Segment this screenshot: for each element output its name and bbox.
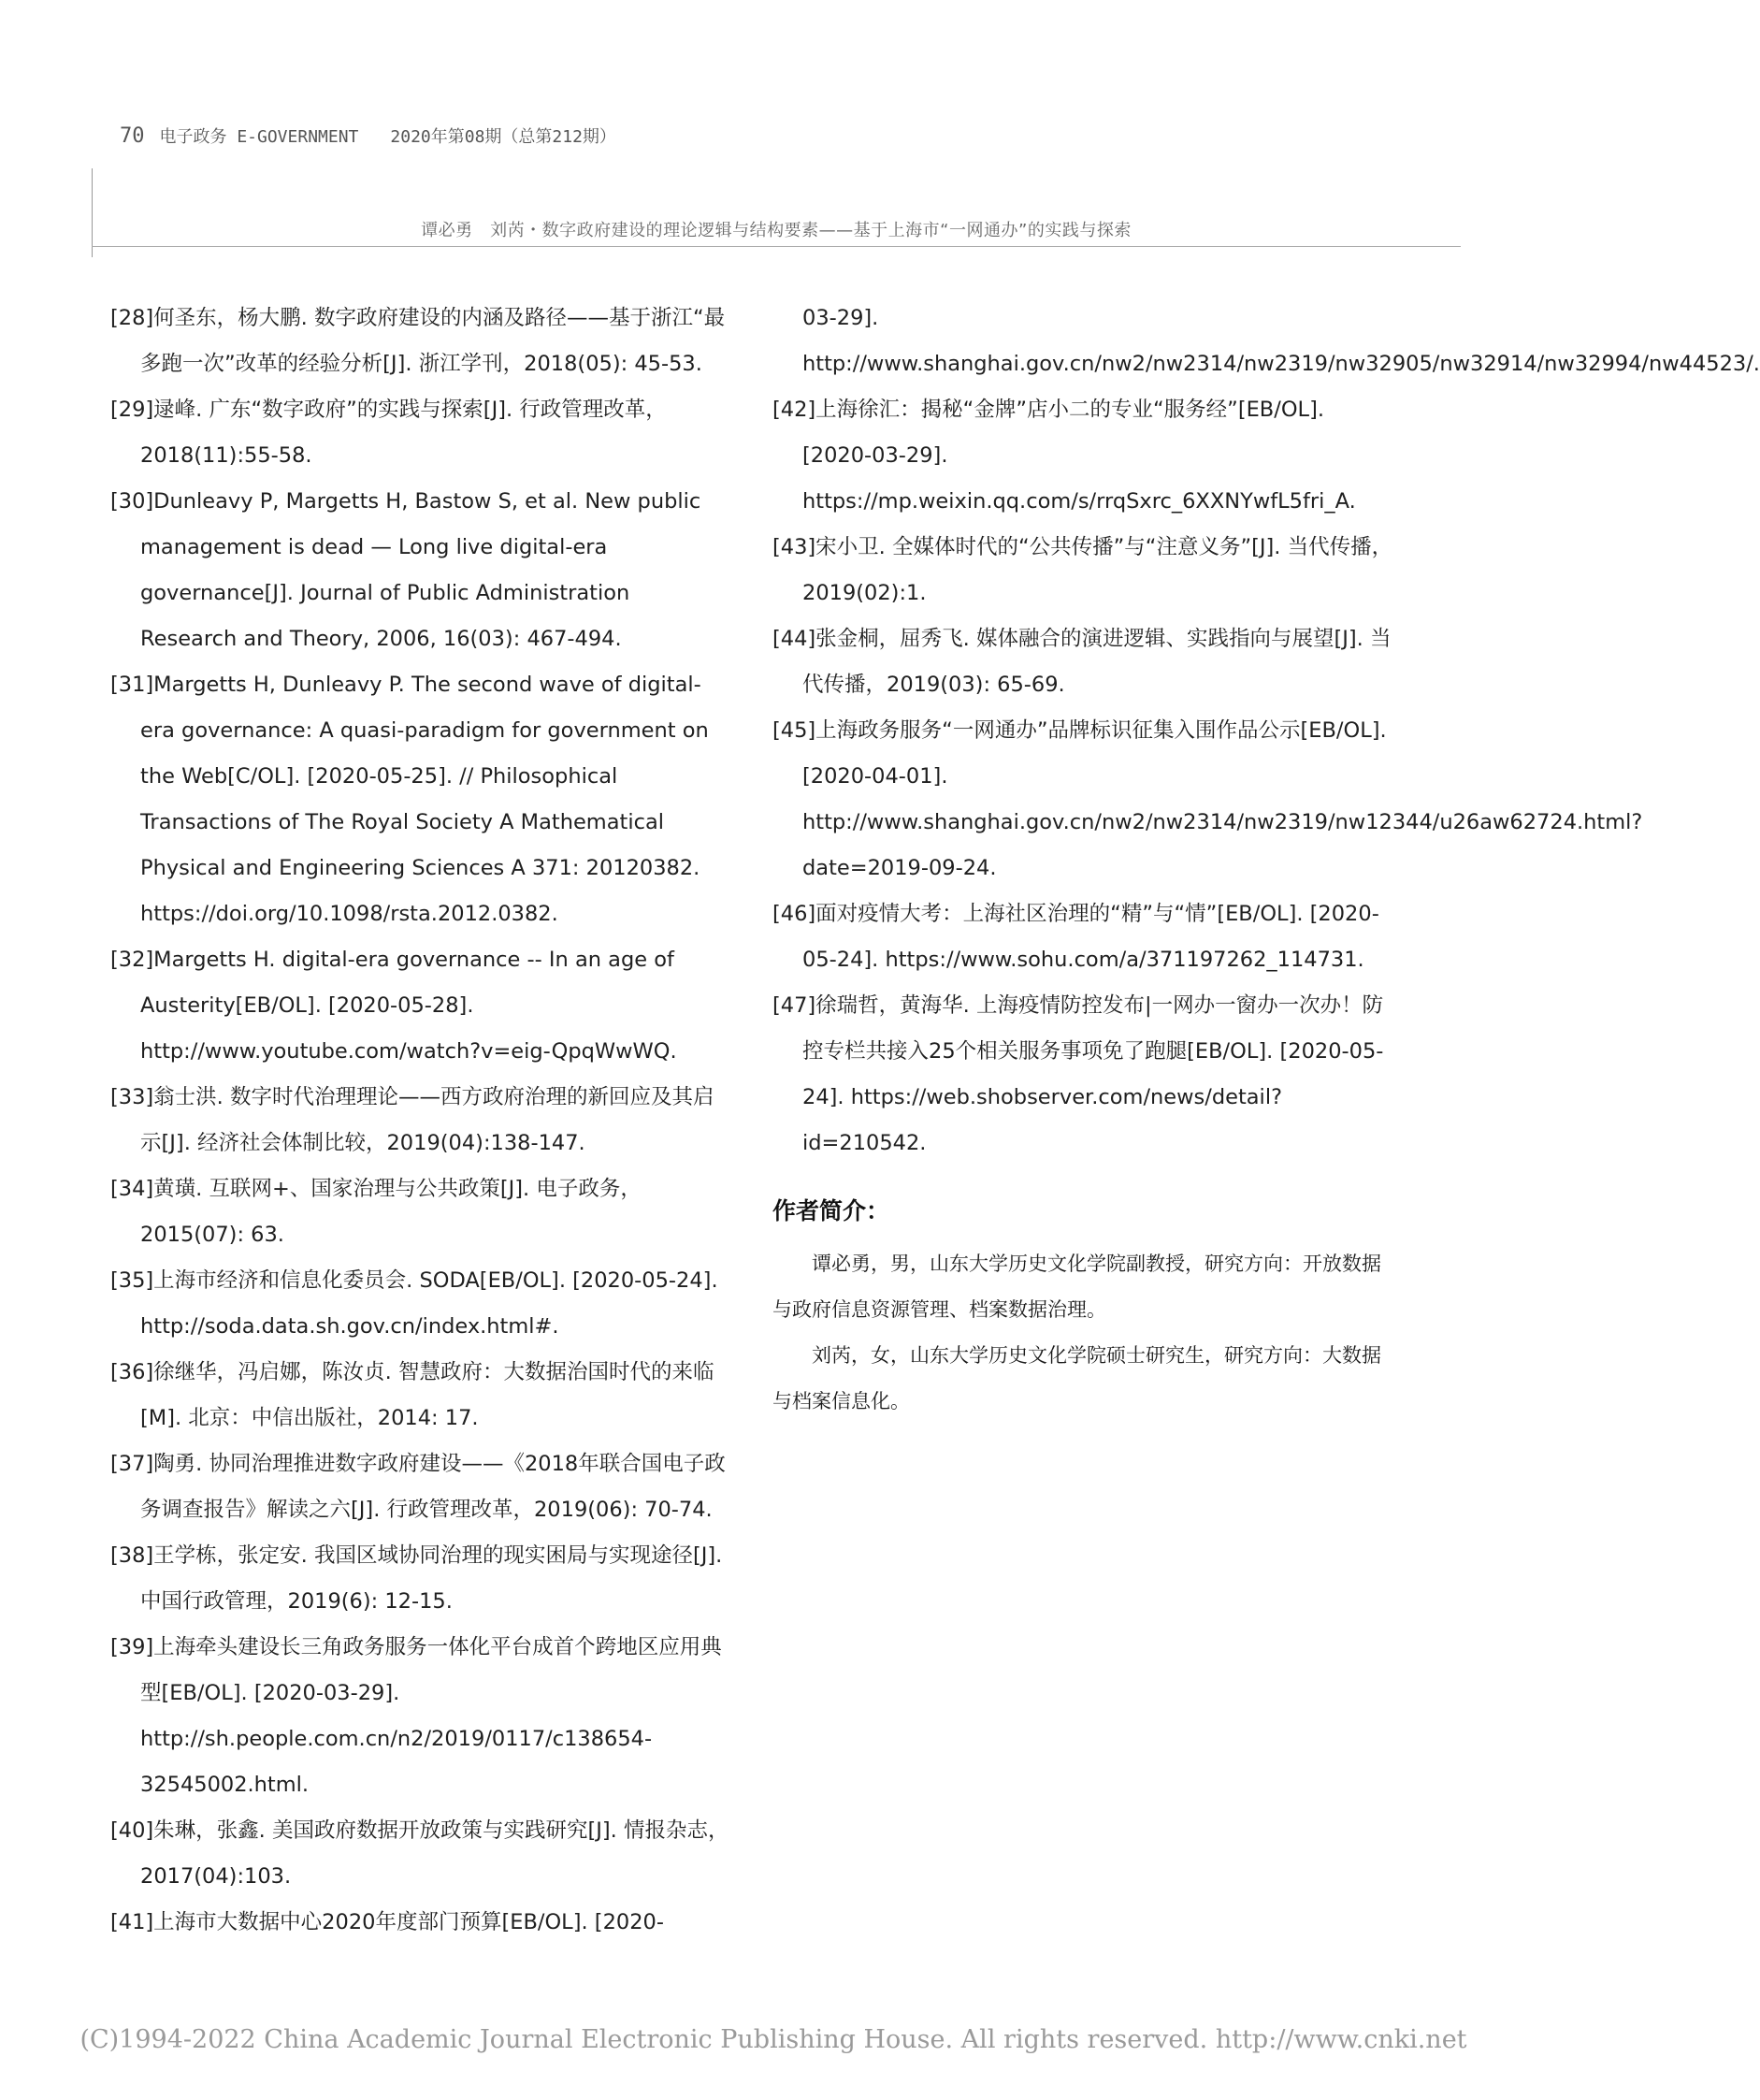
reference-39: [39]上海牵头建设长三角政务服务一体化平台成首个跨地区应用典型[EB/OL]. [2020-03-29]. http://sh.people.com.cn/n2/2019/0117/c138654-32545002.html. [110, 1635, 722, 1797]
reference-44: [44]张金桐，屈秀飞. 媒体融合的演进逻辑、实践指向与展望[J]. 当代传播，2019(03): 65-69. [772, 627, 1392, 697]
reference-45: [45]上海政务服务“一网通办”品牌标识征集入围作品公示[EB/OL]. [2020-04-01]. http://www.shanghai.gov.cn/nw2/nw2314/nw2319/nw12344/u26aw62724.html?date=2019-09-24. [772, 718, 1643, 880]
right-column [772, 296, 1760, 1425]
reference-29: [29]逯峰. 广东“数字政府”的实践与探索[J]. 行政管理改革，2018(11):55-58. [110, 398, 667, 468]
author-bio-heading: 作者简介： [772, 1197, 890, 1224]
reference-32: [32]Margetts H. digital-era governance -- In an age of Austerity[EB/OL]. [2020-05-28]. http://www.youtube.com/watch?v=eig-QpqWwWQ. [110, 948, 677, 1064]
reference-30: [30]Dunleavy P, Margetts H, Bastow S, et al. New public management is dead — Long live digital-era governance[J]. Journal of Public Administration Research and Theory, 2006, 16(03): 467-494. [110, 489, 701, 651]
vertical-rule [92, 168, 93, 257]
header-rule [92, 246, 1461, 247]
reference-36: [36]徐继华，冯启娜，陈汝贞. 智慧政府：大数据治国时代的来临[M]. 北京：中信出版社，2014: 17. [110, 1360, 714, 1430]
copyright-footer: (C)1994-2022 China Academic Journal Electronic Publishing House. All rights reserved. http://www.cnki.net [79, 2025, 1467, 2054]
reference-46: [46]面对疫情大考：上海社区治理的“精”与“情”[EB/OL]. [2020-05-24]. https://www.sohu.com/a/371197262_114731. [772, 902, 1379, 972]
reference-40: [40]朱琳，张鑫. 美国政府数据开放政策与实践研究[J]. 情报杂志，2017(04):103. [110, 1818, 729, 1889]
reference-42: [42]上海徐汇：揭秘“金牌”店小二的专业“服务经”[EB/OL]. [2020-03-29]. https://mp.weixin.qq.com/s/rrqSxrc_6XXNYwfL5fri_A. [772, 398, 1356, 514]
reference-28: [28]何圣东，杨大鹏. 数字政府建设的内涵及路径——基于浙江“最多跑一次”改革的经验分析[J]. 浙江学刊，2018(05): 45-53. [110, 306, 726, 376]
reference-38: [38]王学栋，张定安. 我国区域协同治理的现实困局与实现途径[J]. 中国行政管理，2019(6): 12-15. [110, 1543, 723, 1614]
reference-41: [41]上海市大数据中心2020年度部门预算[EB/OL]. [2020- [110, 1910, 664, 1934]
reference-31: [31]Margetts H, Dunleavy P. The second wave of digital-era governance: A quasi-paradigm for government on the Web[C/OL]. [2020-05-25]. // Philosophical Transactions of The Royal Society A Mathematical Physical and Engineering Sciences A 371: 20120382. https://doi.org/10.1098/rsta.2012.0382. [110, 673, 709, 926]
reference-35: [35]上海市经济和信息化委员会. SODA[EB/OL]. [2020-05-24]. http://soda.data.sh.gov.cn/index.html#. [110, 1268, 718, 1339]
running-title: 谭必勇 刘芮・数字政府建设的理论逻辑与结构要素——基于上海市“一网通办”的实践与探索 [421, 221, 1132, 240]
reference-43: [43]宋小卫. 全媒体时代的“公共传播”与“注意义务”[J]. 当代传播，2019(02):1. [772, 535, 1393, 605]
issue-info: 2020年第08期（总第212期） [390, 127, 616, 147]
reference-34: [34]黄璜. 互联网+、国家治理与公共政策[J]. 电子政务，2015(07): 63. [110, 1177, 642, 1247]
author-bio-1: 谭必勇，男，山东大学历史文化学院副教授，研究方向：开放数据与政府信息资源管理、档案数据治理。 [772, 1253, 1381, 1321]
reference-47: [47]徐瑞哲，黄海华. 上海疫情防控发布|一网办一窗办一次办！防控专栏共接入25个相关服务事项免了跑腿[EB/OL]. [2020-05-24]. https://web.shobserver.com/news/detail?id=210542. [772, 993, 1384, 1155]
reference-41-continued: 03-29]. http://www.shanghai.gov.cn/nw2/nw2314/nw2319/nw32905/nw32914/nw32994/nw44523/. [802, 306, 1760, 376]
reference-37: [37]陶勇. 协同治理推进数字政府建设——《2018年联合国电子政务调查报告》解读之六[J]. 行政管理改革，2019(06): 70-74. [110, 1452, 726, 1522]
journal-name: 电子政务 E-GOVERNMENT [159, 127, 359, 147]
journal-header [120, 120, 616, 152]
reference-33: [33]翁士洪. 数字时代治理理论——西方政府治理的新回应及其启示[J]. 经济社会体制比较，2019(04):138-147. [110, 1085, 714, 1155]
author-bio-2: 刘芮，女，山东大学历史文化学院硕士研究生，研究方向：大数据与档案信息化。 [772, 1344, 1381, 1412]
page-number: 70 [120, 123, 145, 148]
left-column [110, 296, 731, 1946]
